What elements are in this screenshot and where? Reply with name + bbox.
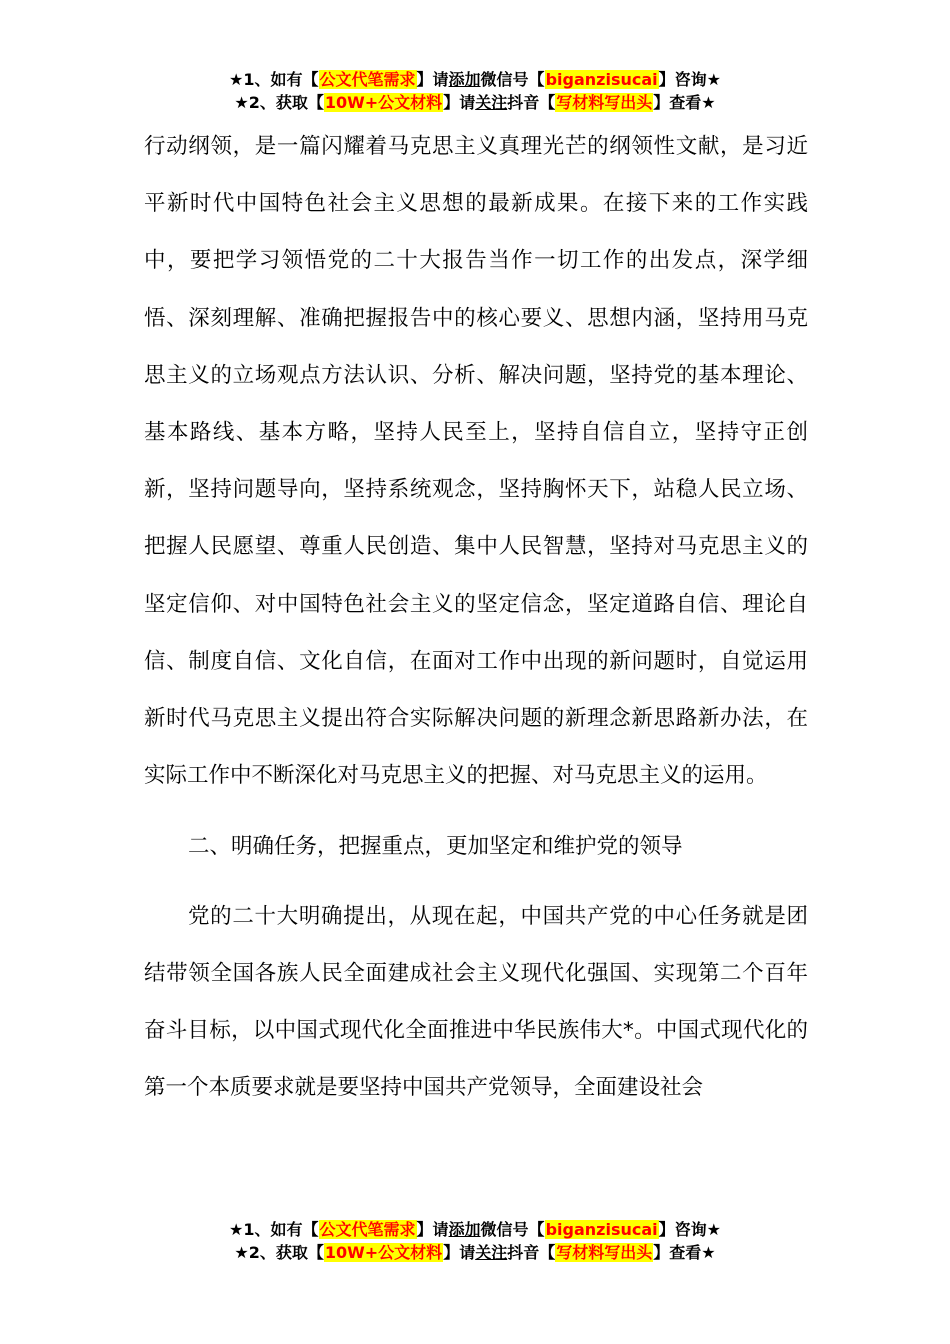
document-body	[144, 118, 808, 1116]
highlight-service: 公文代笔需求	[319, 70, 416, 89]
underlined-word: 添加	[448, 1220, 481, 1239]
highlight-douyin-account: 写材料写出头	[556, 93, 653, 112]
star-icon: ★	[234, 1243, 249, 1262]
star-icon: ★	[701, 93, 716, 112]
underlined-word: 添加	[448, 70, 481, 89]
underlined-word: 关注	[475, 93, 508, 112]
highlight-wechat-id: biganzisucai	[545, 70, 658, 89]
highlight-materials: 10W+公文材料	[324, 1243, 443, 1262]
header-banner	[0, 68, 950, 114]
highlight-douyin-account: 写材料写出头	[556, 1243, 653, 1262]
body-paragraph: 行动纲领，是一篇闪耀着马克思主义真理光芒的纲领性文献，是习近平新时代中国特色社会主义思想的最新成果。在接下来的工作实践中，要把学习领悟党的二十大报告当作一切工作的出发点，深学细悟、深刻理解、准确把握报告中的核心要义、思想内涵，坚持用马克思主义的立场观点方法认识、分析、解决问题，坚持党的基本理论、基本路线、基本方略，坚持人民至上，坚持自信自立，坚持守正创新，坚持问题导向，坚持系统观念，坚持胸怀天下，站稳人民立场、把握人民愿望、尊重人民创造、集中人民智慧，坚持对马克思主义的坚定信仰、对中国特色社会主义的坚定信念，坚定道路自信、理论自信、制度自信、文化自信，在面对工作中出现的新问题时，自觉运用新时代马克思主义提出符合实际解决问题的新理念新思路新办法，在实际工作中不断深化对马克思主义的把握、对马克思主义的运用。	[144, 134, 808, 789]
star-icon: ★	[229, 70, 244, 89]
body-paragraph: 党的二十大明确提出，从现在起，中国共产党的中心任务就是团结带领全国各族人民全面建成社会主义现代化强国、实现第二个百年奋斗目标，以中国式现代化全面推进中华民族伟大*。中国式现代化的第一个本质要求就是要坚持中国共产党领导，全面建设社会	[144, 903, 808, 1101]
section-heading: 二、明确任务，把握重点，更加坚定和维护党的领导	[188, 834, 683, 860]
highlight-materials: 10W+公文材料	[324, 93, 443, 112]
star-icon: ★	[229, 1220, 244, 1239]
highlight-wechat-id: biganzisucai	[545, 1220, 658, 1239]
star-icon: ★	[706, 1220, 721, 1239]
banner-line-1: ★1、如有【公文代笔需求】请添加微信号【biganzisucai】咨询★	[229, 1220, 721, 1239]
banner-line-1: ★1、如有【公文代笔需求】请添加微信号【biganzisucai】咨询★	[229, 70, 721, 89]
star-icon: ★	[706, 70, 721, 89]
banner-line-2: ★2、获取【10W+公文材料】请关注抖音【写材料写出头】查看★	[234, 93, 716, 112]
highlight-service: 公文代笔需求	[319, 1220, 416, 1239]
footer-banner	[0, 1218, 950, 1264]
star-icon: ★	[701, 1243, 716, 1262]
underlined-word: 关注	[475, 1243, 508, 1262]
star-icon: ★	[234, 93, 249, 112]
banner-line-2: ★2、获取【10W+公文材料】请关注抖音【写材料写出头】查看★	[234, 1243, 716, 1262]
